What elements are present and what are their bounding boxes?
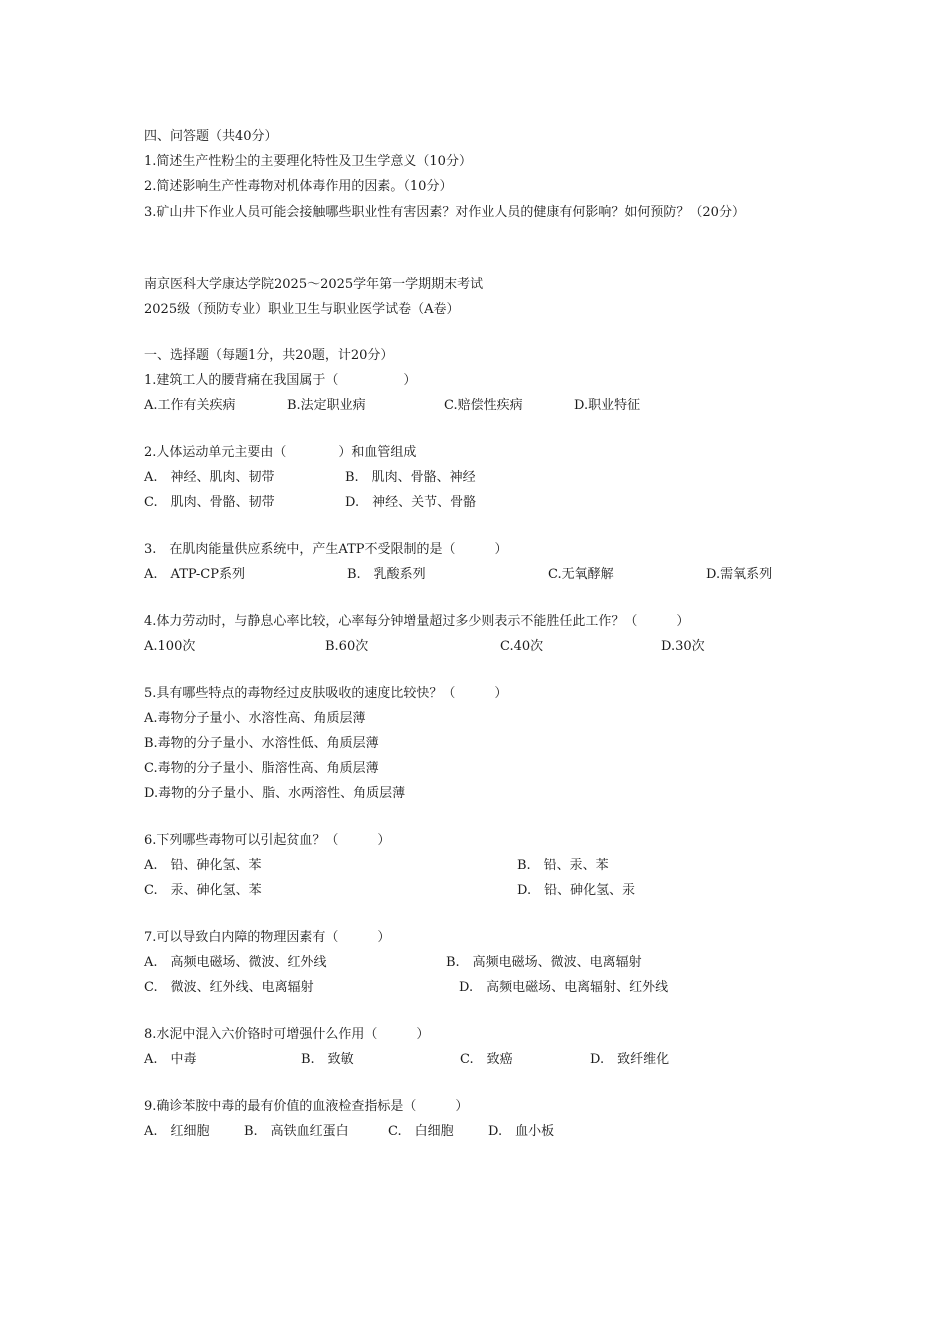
question-6-stem: 6.下列哪些毒物可以引起贫血？（ ） [144,833,391,848]
section4-question-1: 1.简述生产性粉尘的主要理化特性及卫生学意义（10分） [144,154,472,169]
question-5-option-a: A.毒物分子量小、水溶性高、角质层薄 [144,711,366,726]
question-2-stem: 2.人体运动单元主要由（ ）和血管组成 [144,445,417,460]
question-2-option-a: A. 神经、肌肉、韧带 [144,470,275,485]
question-5-option-c: C.毒物的分子量小、脂溶性高、角质层薄 [144,761,379,776]
exam-title-line1: 南京医科大学康达学院2025～2025学年第一学期期末考试 [144,277,484,292]
question-9-option-c: C. 白细胞 [388,1124,454,1139]
question-8-option-d: D. 致纤维化 [590,1052,670,1067]
question-8-option-c: C. 致癌 [460,1052,513,1067]
question-9-stem: 9.确诊苯胺中毒的最有价值的血液检查指标是（ ） [144,1099,469,1114]
question-7-option-a: A. 高频电磁场、微波、红外线 [144,955,327,970]
question-3-option-c: C.无氧酵解 [548,567,614,582]
question-2-option-b: B. 肌肉、骨骼、神经 [345,470,476,485]
question-1-option-b: B.法定职业病 [287,398,366,413]
question-8-option-a: A. 中毒 [144,1052,197,1067]
question-3-option-d: D.需氧系列 [706,567,773,582]
question-2-option-d: D. 神经、关节、骨骼 [345,495,477,510]
question-6-option-c: C. 汞、砷化氢、苯 [144,883,262,898]
question-8-option-b: B. 致敏 [301,1052,354,1067]
section4-question-3: 3.矿山井下作业人员可能会接触哪些职业性有害因素？对作业人员的健康有何影响？如何预防？（20分） [144,205,745,220]
question-5-stem: 5.具有哪些特点的毒物经过皮肤吸收的速度比较快？（ ） [144,686,508,701]
question-3-option-b: B. 乳酸系列 [347,567,426,582]
question-3-option-a: A. ATP-CP系列 [144,567,245,582]
section4-heading: 四、问答题（共40分） [144,129,278,144]
question-5-option-b: B.毒物的分子量小、水溶性低、角质层薄 [144,736,379,751]
question-9-option-a: A. 红细胞 [144,1124,210,1139]
question-4-stem: 4.体力劳动时，与静息心率比较，心率每分钟增量超过多少则表示不能胜任此工作？（ ） [144,614,690,629]
question-6-option-a: A. 铅、砷化氢、苯 [144,858,262,873]
question-6-option-b: B. 铅、汞、苯 [517,858,609,873]
question-4-option-b: B.60次 [325,639,369,654]
question-7-option-c: C. 微波、红外线、电离辐射 [144,980,314,995]
question-8-stem: 8.水泥中混入六价铬时可增强什么作用（ ） [144,1027,430,1042]
question-7-option-d: D. 高频电磁场、电离辐射、红外线 [459,980,669,995]
question-2-option-c: C. 肌肉、骨骼、韧带 [144,495,275,510]
question-4-option-d: D.30次 [661,639,705,654]
question-9-option-d: D. 血小板 [488,1124,555,1139]
question-9-option-b: B. 高铁血红蛋白 [244,1124,349,1139]
section1-heading: 一、选择题（每题1分，共20题，计20分） [144,348,394,363]
question-7-stem: 7.可以导致白内障的物理因素有（ ） [144,930,391,945]
question-1-option-d: D.职业特征 [574,398,641,413]
question-6-option-d: D. 铅、砷化氢、汞 [517,883,636,898]
exam-title-line2: 2025级（预防专业）职业卫生与职业医学试卷（A卷） [144,302,460,317]
question-7-option-b: B. 高频电磁场、微波、电离辐射 [446,955,642,970]
section4-question-2: 2.简述影响生产性毒物对机体毒作用的因素。（10分） [144,179,453,194]
question-1-option-c: C.赔偿性疾病 [444,398,523,413]
question-4-option-a: A.100次 [144,639,196,654]
question-1-stem: 1.建筑工人的腰背痛在我国属于（ ） [144,373,417,388]
question-4-option-c: C.40次 [500,639,544,654]
question-1-option-a: A.工作有关疾病 [144,398,236,413]
question-3-stem: 3. 在肌肉能量供应系统中，产生ATP不受限制的是（ ） [144,542,508,557]
question-5-option-d: D.毒物的分子量小、脂、水两溶性、角质层薄 [144,786,406,801]
